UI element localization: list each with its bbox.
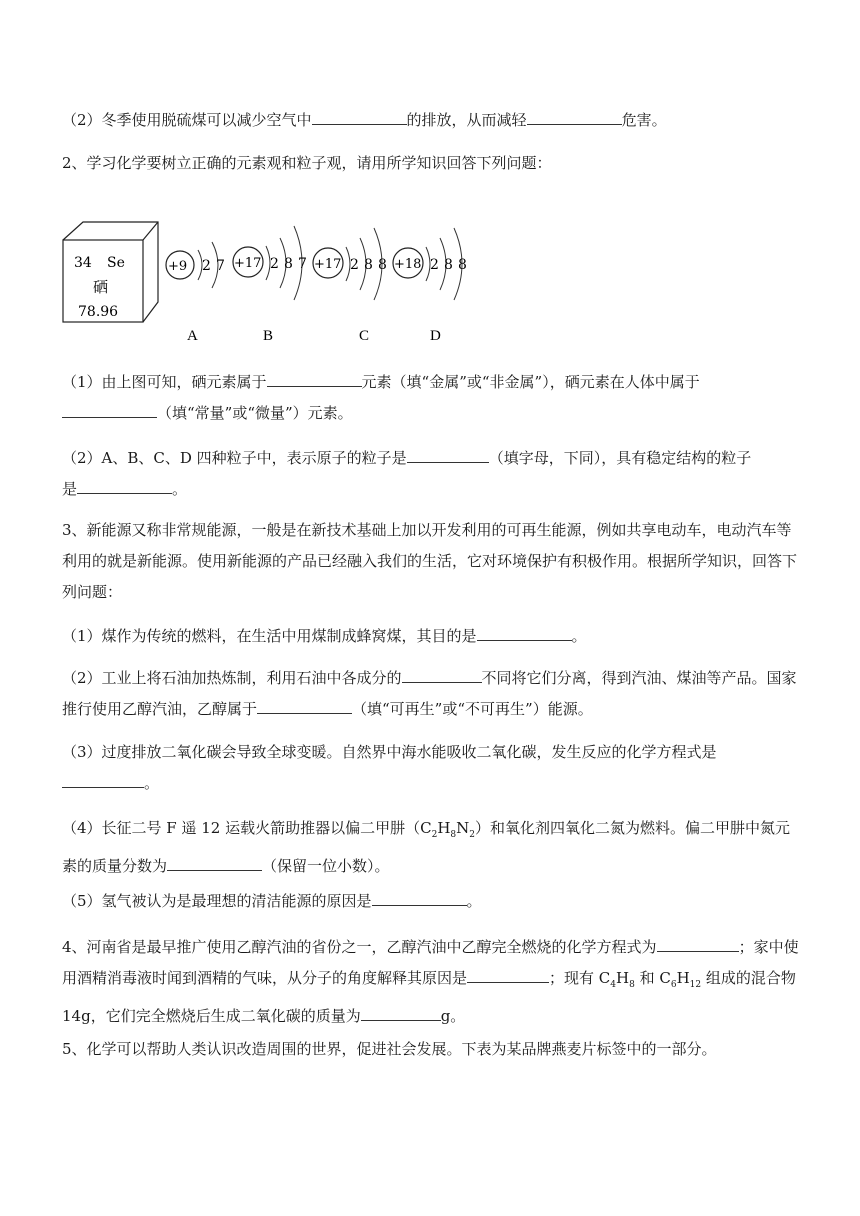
question-5-stem: 5、化学可以帮助人类认识改造周围的世界，促进社会发展。下表为某品牌燕麦片标签中的一部分。 <box>62 1040 717 1058</box>
svg-text:2: 2 <box>202 258 211 274</box>
svg-text:+9: +9 <box>168 259 188 274</box>
answer-blank <box>527 108 622 125</box>
answer-blank <box>402 666 482 683</box>
svg-text:+18: +18 <box>394 257 422 272</box>
svg-text:8: 8 <box>364 257 373 273</box>
answer-blank <box>62 771 144 788</box>
question-3-part-5: （5）氢气被认为是最理想的清洁能源的原因是 。 <box>62 889 482 911</box>
svg-text:8: 8 <box>284 256 293 272</box>
element-symbol: Se <box>107 255 125 271</box>
particle-a-diagram <box>166 242 225 344</box>
answer-blank <box>77 477 172 494</box>
answer-blank <box>167 854 262 871</box>
answer-blank <box>372 889 467 906</box>
question-1-part-2: （2）冬季使用脱硫煤可以减少空气中 的排放，从而减轻 危害。 <box>62 108 667 130</box>
svg-text:8: 8 <box>458 257 467 273</box>
question-4: 4、河南省是最早推广使用乙醇汽油的省份之一，乙醇汽油中乙醇完全燃烧的化学方程式为 ；家中使用酒精消毒液时闻到酒精的气味，从分子的角度解释其原因是 ；现有 $C_4H_8$ 和 $C_6H_{12}$ 组成的混合物 14g，它们完全燃烧后生成二氧化碳的质量为 g。 <box>62 932 802 1032</box>
answer-blank <box>467 966 549 983</box>
particle-d-diagram <box>393 228 467 344</box>
svg-text:+17: +17 <box>234 256 262 271</box>
question-2-stem: 2、学习化学要树立正确的元素观和粒子观，请用所学知识回答下列问题： <box>62 154 552 172</box>
question-3-part-1: （1）煤作为传统的燃料，在生活中用煤制成蜂窝煤，其目的是 。 <box>62 624 587 646</box>
question-3-part-3: （3）过度排放二氧化碳会导致全球变暖。自然界中海水能吸收二氧化碳，发生反应的化学方程式是 。 <box>62 743 717 792</box>
svg-text:8: 8 <box>378 257 387 273</box>
svg-text:2: 2 <box>350 257 359 273</box>
question-2-part-2: （2）A、B、C、D 四种粒子中，表示原子的粒子是 （填字母，下同），具有稳定结构的粒子 是 。 <box>62 443 802 505</box>
particle-a-label: A <box>187 328 198 344</box>
particle-b-label: B <box>263 328 274 344</box>
answer-blank <box>407 446 489 463</box>
svg-text:+17: +17 <box>314 257 342 272</box>
svg-text:7: 7 <box>298 256 307 272</box>
atomic-mass: 78.96 <box>78 304 119 320</box>
answer-blank <box>361 1004 441 1021</box>
question-3-stem: 3、新能源又称非常规能源，一般是在新技术基础上加以开发利用的可再生能源，例如共享电动车，电动汽车等利用的就是新能源。使用新能源的产品已经融入我们的生活，它对环境保护有积极作用。根据所学知识，回答下列问题： <box>62 521 798 601</box>
answer-blank <box>477 624 572 641</box>
question-2-part-1: （1）由上图可知，硒元素属于 元素（填“金属”或“非金属”），硒元素在人体中属于 （填“常量”或“微量”）元素。 <box>62 367 802 429</box>
question-3-part-2: （2）工业上将石油加热炼制，利用石油中各成分的 不同将它们分离，得到汽油、煤油等产品。国家推行使用乙醇汽油，乙醇属于 （填“可再生”或“不可再生”）能源。 <box>62 663 802 725</box>
particle-c-diagram <box>313 228 387 344</box>
answer-blank <box>267 370 362 387</box>
answer-blank <box>257 697 352 714</box>
svg-text:7: 7 <box>216 258 225 274</box>
answer-blank <box>62 401 157 418</box>
atomic-number: 34 <box>74 255 92 271</box>
element-name: 硒 <box>93 278 109 296</box>
particle-d-label: D <box>430 328 441 344</box>
answer-blank <box>312 108 407 125</box>
svg-text:8: 8 <box>444 257 453 273</box>
question-3-part-4: （4）长征二号 F 遥 12 运载火箭助推器以偏二甲肼$(C_2H_8N_2)$和氧化剂四氧化二氮为燃料。偏二甲肼中氮元素的质量分数为 （保留一位小数）。 <box>62 819 791 875</box>
particle-b-diagram <box>233 226 307 344</box>
particle-c-label: C <box>359 328 370 344</box>
answer-blank <box>657 935 739 952</box>
atomic-structure-figure <box>60 210 500 345</box>
svg-text:2: 2 <box>430 257 439 273</box>
svg-text:2: 2 <box>270 256 279 272</box>
